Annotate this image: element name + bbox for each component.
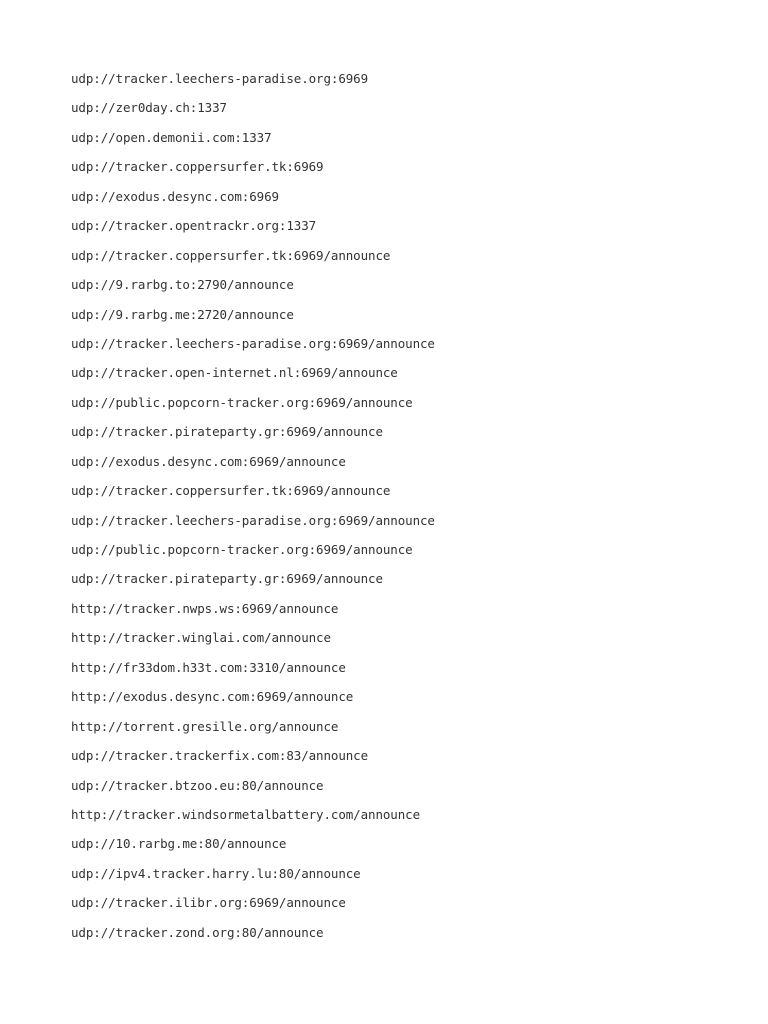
tracker-url: udp://tracker.coppersurfer.tk:6969/announce [71,483,391,499]
tracker-url: udp://open.demonii.com:1337 [71,129,272,145]
tracker-url: udp://tracker.leechers-paradise.org:6969/announce [71,512,435,528]
tracker-url: udp://tracker.leechers-paradise.org:6969/announce [71,335,435,351]
tracker-url: http://tracker.winglai.com/announce [71,630,331,646]
tracker-url: http://fr33dom.h33t.com:3310/announce [71,659,346,675]
tracker-url: http://tracker.windsormetalbattery.com/announce [71,806,421,822]
tracker-url: udp://tracker.pirateparty.gr:6969/announce [71,571,383,587]
tracker-url: udp://ipv4.tracker.harry.lu:80/announce [71,865,361,881]
tracker-url: udp://tracker.open-internet.nl:6969/announce [71,365,398,381]
tracker-url: udp://tracker.btzoo.eu:80/announce [71,777,324,793]
tracker-url: udp://exodus.desync.com:6969/announce [71,453,346,469]
tracker-url: udp://tracker.zond.org:80/announce [71,924,324,940]
tracker-url: udp://tracker.coppersurfer.tk:6969 [71,159,324,175]
tracker-url: udp://exodus.desync.com:6969 [71,188,279,204]
tracker-url: udp://tracker.leechers-paradise.org:6969 [71,71,369,86]
tracker-url: udp://10.rarbg.me:80/announce [71,836,287,852]
tracker-url: udp://public.popcorn-tracker.org:6969/announce [71,542,413,557]
tracker-url: udp://tracker.pirateparty.gr:6969/announce [71,424,383,440]
tracker-url: udp://9.rarbg.to:2790/announce [71,277,294,293]
tracker-list [71,70,435,953]
tracker-url: udp://9.rarbg.me:2720/announce [71,306,294,322]
tracker-url: udp://tracker.opentrackr.org:1337 [71,218,317,234]
tracker-url: udp://tracker.coppersurfer.tk:6969/announce [71,247,391,263]
tracker-url: udp://tracker.ilibr.org:6969/announce [71,895,346,911]
tracker-url: http://torrent.gresille.org/announce [71,718,339,734]
tracker-url: udp://public.popcorn-tracker.org:6969/announce [71,394,413,410]
tracker-url: http://exodus.desync.com:6969/announce [71,689,354,705]
tracker-url: udp://tracker.trackerfix.com:83/announce [71,748,369,764]
tracker-url: http://tracker.nwps.ws:6969/announce [71,600,339,616]
tracker-url: udp://zer0day.ch:1337 [71,100,227,116]
